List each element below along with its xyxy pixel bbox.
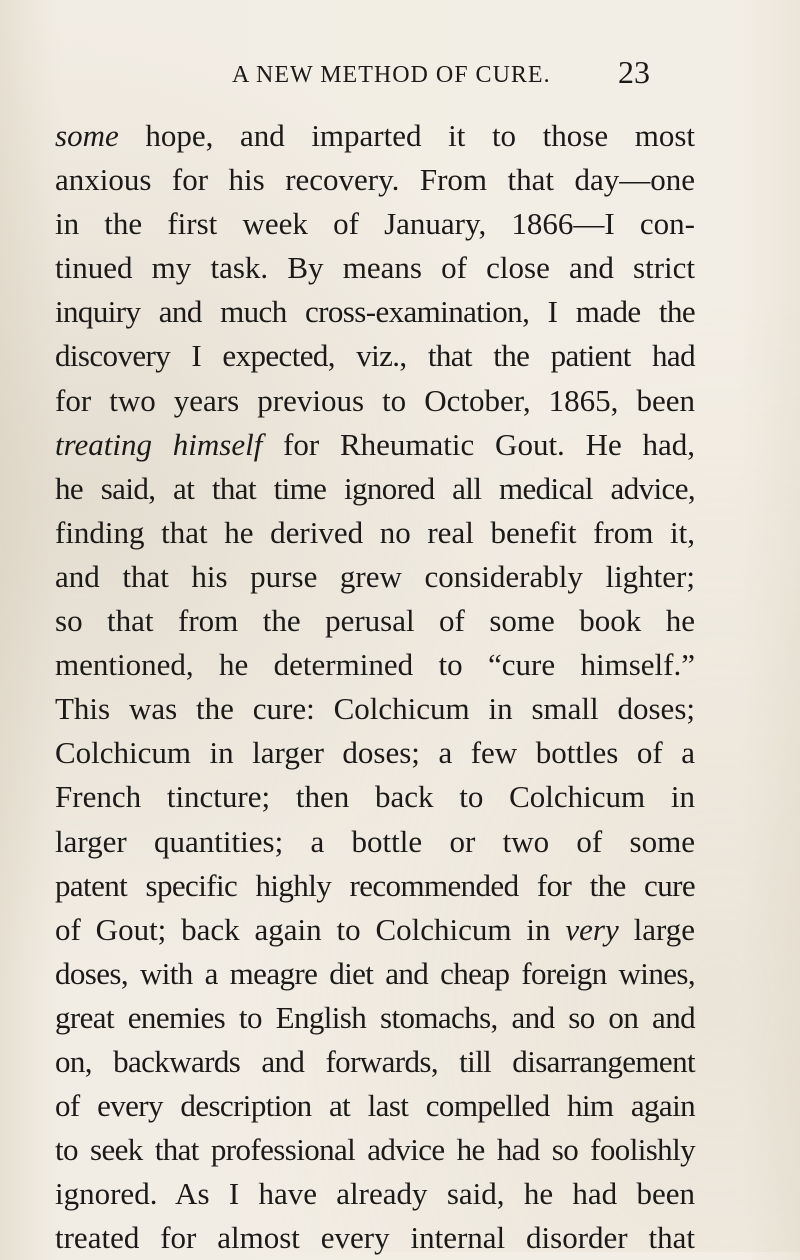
- body-text: [55, 114, 695, 1260]
- text-line: French tincture; then back to Colchicum in: [55, 779, 695, 815]
- text-line: finding that he derived no real benefit from it,: [55, 514, 695, 550]
- text-line: ignored. As I have already said, he had been: [55, 1176, 695, 1212]
- text-line: for two years previous to October, 1865, been: [55, 382, 695, 418]
- text-line: treating himself for Rheumatic Gout. He had,: [55, 426, 695, 462]
- text-line: discovery I expected, viz., that the patient had: [55, 338, 695, 374]
- text-line: so that from the perusal of some book he: [55, 603, 695, 639]
- text-line: mentioned, he determined to “cure himself.”: [55, 647, 695, 683]
- text-line: and that his purse grew considerably lighter;: [55, 558, 695, 594]
- text-line: of every description at last compelled him again: [55, 1088, 695, 1124]
- text-line: treated for almost every internal disorder that: [55, 1220, 695, 1256]
- text-line: to seek that professional advice he had so foolishly: [55, 1132, 695, 1168]
- text-line: of Gout; back again to Colchicum in very large: [55, 911, 695, 947]
- page-number: 23: [618, 54, 650, 90]
- running-head: [0, 54, 800, 100]
- text-line: on, backwards and forwards, till disarrangement: [55, 1043, 695, 1079]
- text-line: in the first week of January, 1866—I con-: [55, 206, 695, 242]
- text-line: he said, at that time ignored all medical advice,: [55, 470, 695, 506]
- text-line: inquiry and much cross-examination, I made the: [55, 294, 695, 330]
- running-title: A NEW METHOD OF CURE.: [232, 62, 551, 88]
- text-line: anxious for his recovery. From that day—one: [55, 162, 695, 198]
- text-line: doses, with a meagre diet and cheap foreign wines,: [55, 955, 695, 991]
- text-line: patent specific highly recommended for the cure: [55, 867, 695, 903]
- text-line: This was the cure: Colchicum in small doses;: [55, 691, 695, 727]
- text-line: tinued my task. By means of close and strict: [55, 250, 695, 286]
- text-line: larger quantities; a bottle or two of some: [55, 823, 695, 859]
- text-line: great enemies to English stomachs, and so on and: [55, 999, 695, 1035]
- text-line: some hope, and imparted it to those most: [55, 118, 695, 153]
- text-line: Colchicum in larger doses; a few bottles of a: [55, 735, 695, 771]
